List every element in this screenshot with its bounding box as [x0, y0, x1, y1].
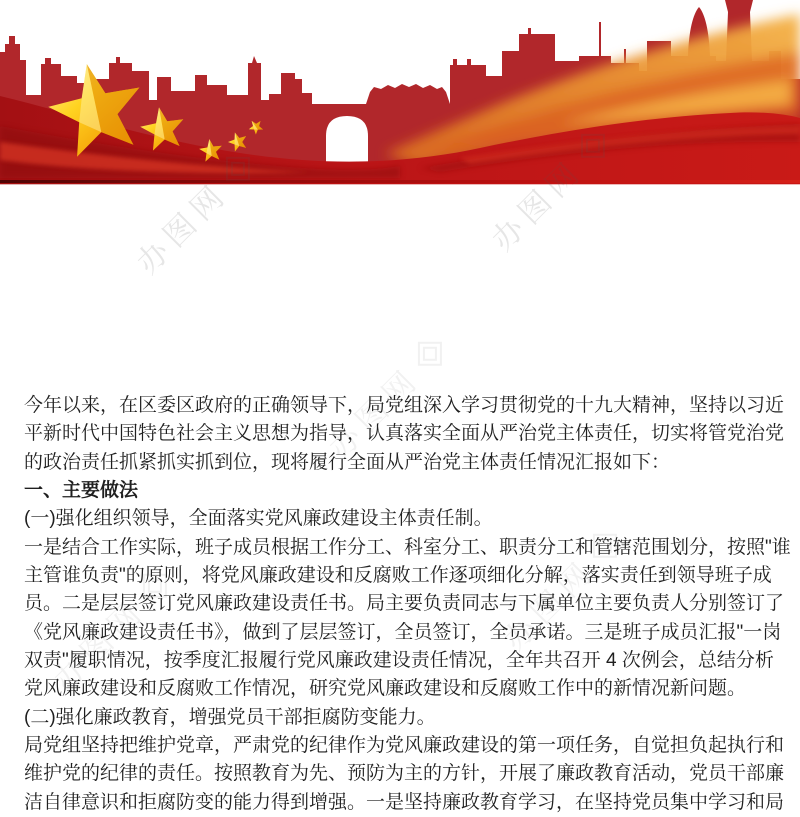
section-heading: 一、主要做法: [24, 480, 139, 502]
text-line: 洁自律意识和拒腐防变的能力得到增强。一是坚持廉政教育学习，在坚持党员集中学习和局: [24, 791, 785, 813]
text-line: 《党风廉政建设责任书》，做到了层层签订，全员签订，全员承诺。三是班子成员汇报"一岗: [24, 621, 782, 643]
text-line: 员。二是层层签订党风廉政建设责任书。局主要负责同志与下属单位主要负责人分别签订了: [24, 593, 785, 615]
text-line: 维护党的纪律的责任。按照教育为先、预防为主的方针，开展了廉政教育活动，党员干部廉: [24, 763, 785, 785]
text-line: (二)强化廉政教育，增强党员干部拒腐防变能力。: [24, 706, 436, 728]
text-line: 今年以来，在区委区政府的正确领导下，局党组深入学习贯彻党的十九大精神，坚持以习近: [24, 395, 785, 416]
watermark-text: 办图网: [496, 552, 603, 658]
text-line: 的政治责任抓紧抓实抓到位，现将履行全面从严治党主体责任情况汇报如下：: [24, 451, 671, 473]
text-line: 一是结合工作实际，班子成员根据工作分工、科室分工、职责分工和管辖范围划分，按照"谁: [24, 536, 791, 558]
watermark-logo-icon: [418, 341, 442, 365]
banner-edge-highlight: [0, 183, 800, 184]
text-line: 双责"履职情况，按季度汇报履行党风廉政建设责任情况，全年共召开 4 次例会，总结分析: [24, 650, 774, 672]
text-line: 平新时代中国特色社会主义思想为指导，认真落实全面从严治党主体责任，切实将管党治党: [24, 423, 785, 445]
text-line: 主管谁负责"的原则，将党风廉政建设和反腐败工作逐项细化分解，落实责任到领导班子成: [24, 565, 772, 587]
header-banner-graphic: [0, 0, 800, 185]
watermark-text: 办图网: [484, 152, 591, 258]
document-body: [24, 392, 791, 817]
watermark-text: 办图网: [129, 175, 236, 281]
watermark-text: 办图网: [46, 592, 153, 698]
text-line: 党风廉政建设和反腐败工作情况，研究党风廉政建设和反腐败工作中的新情况新问题。: [24, 678, 747, 700]
text-line: 局党组坚持把维护党章，严肃党的纪律作为党风廉政建设的第一项任务，自觉担负起执行和: [24, 735, 785, 757]
watermark-text: 办图网: [321, 360, 428, 466]
text-line: (一)强化组织领导，全面落实党风廉政建设主体责任制。: [24, 508, 493, 530]
